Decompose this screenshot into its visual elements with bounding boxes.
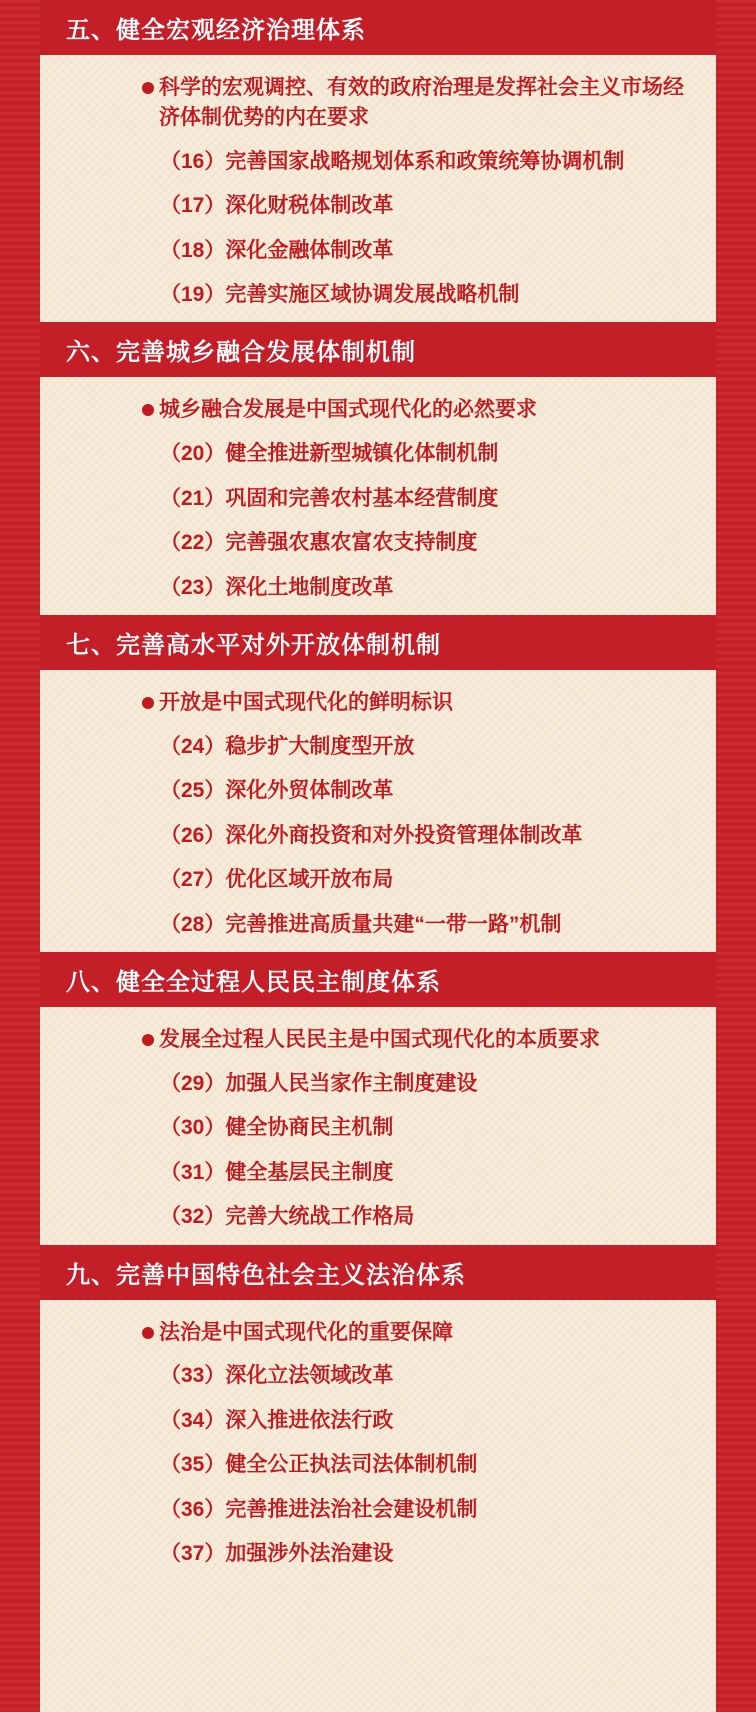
section-8-header: 八、健全全过程人民民主制度体系	[40, 952, 716, 1007]
bullet-dot-icon	[142, 697, 154, 709]
list-item: （26）深化外商投资和对外投资管理体制改革	[160, 823, 583, 847]
list-item: （22）完善强农惠农富农支持制度	[160, 531, 478, 555]
section-7-lead	[64, 688, 694, 718]
list-item: （31）健全基层民主制度	[160, 1160, 394, 1184]
list-item: （23）深化土地制度改革	[160, 575, 394, 599]
section-5-header: 五、健全宏观经济治理体系	[40, 0, 716, 55]
poster-content	[40, 0, 716, 1712]
list-item: （29）加强人民当家作主制度建设	[160, 1071, 478, 1095]
right-decorative-stripe	[716, 0, 756, 1712]
section-9-lead-text: 法治是中国式现代化的重要保障	[159, 1320, 453, 1344]
section-8-lead-text: 发展全过程人民民主是中国式现代化的本质要求	[159, 1027, 600, 1051]
section-9-header: 九、完善中国特色社会主义法治体系	[40, 1245, 716, 1300]
list-item: （37）加强涉外法治建设	[160, 1542, 394, 1566]
bullet-dot-icon	[142, 1034, 154, 1046]
list-item: （32）完善大统战工作格局	[160, 1205, 415, 1229]
section-8	[40, 952, 716, 1239]
list-item: （19）完善实施区域协调发展战略机制	[160, 282, 520, 306]
section-6-header: 六、完善城乡融合发展体制机制	[40, 322, 716, 377]
section-6	[40, 322, 716, 609]
list-item: （20）健全推进新型城镇化体制机制	[160, 442, 499, 466]
section-5-lead	[64, 73, 694, 133]
section-9	[40, 1245, 716, 1576]
left-decorative-stripe	[0, 0, 40, 1712]
section-7-header: 七、完善高水平对外开放体制机制	[40, 615, 716, 670]
list-item: （35）健全公正执法司法体制机制	[160, 1453, 478, 1477]
section-9-lead	[64, 1318, 694, 1348]
list-item: （18）深化金融体制改革	[160, 238, 394, 262]
list-item: （36）完善推进法治社会建设机制	[160, 1497, 478, 1521]
bullet-dot-icon	[142, 1327, 154, 1339]
section-6-body	[40, 377, 716, 609]
list-item: （16）完善国家战略规划体系和政策统筹协调机制	[160, 149, 625, 173]
list-item: （24）稳步扩大制度型开放	[160, 734, 415, 758]
section-5-lead-text: 科学的宏观调控、有效的政府治理是发挥社会主义市场经济体制优势的内在要求	[159, 76, 684, 129]
list-item: （34）深入推进依法行政	[160, 1408, 394, 1432]
section-7-body	[40, 670, 716, 946]
list-item: （25）深化外贸体制改革	[160, 779, 394, 803]
section-6-lead-text: 城乡融合发展是中国式现代化的必然要求	[159, 398, 537, 422]
section-7-lead-text: 开放是中国式现代化的鲜明标识	[159, 690, 453, 714]
list-item: （30）健全协商民主机制	[160, 1116, 394, 1140]
section-7	[40, 615, 716, 946]
list-item: （27）优化区域开放布局	[160, 868, 394, 892]
section-5-body	[40, 55, 716, 316]
list-item: （28）完善推进高质量共建“一带一路”机制	[160, 912, 562, 936]
section-6-lead	[64, 395, 694, 425]
list-item: （21）巩固和完善农村基本经营制度	[160, 486, 499, 510]
section-8-lead	[64, 1025, 694, 1055]
section-9-body	[40, 1300, 716, 1576]
section-8-body	[40, 1007, 716, 1239]
bullet-dot-icon	[142, 404, 154, 416]
section-5	[40, 0, 716, 316]
bullet-dot-icon	[142, 82, 154, 94]
list-item: （33）深化立法领域改革	[160, 1364, 394, 1388]
list-item: （17）深化财税体制改革	[160, 194, 394, 218]
